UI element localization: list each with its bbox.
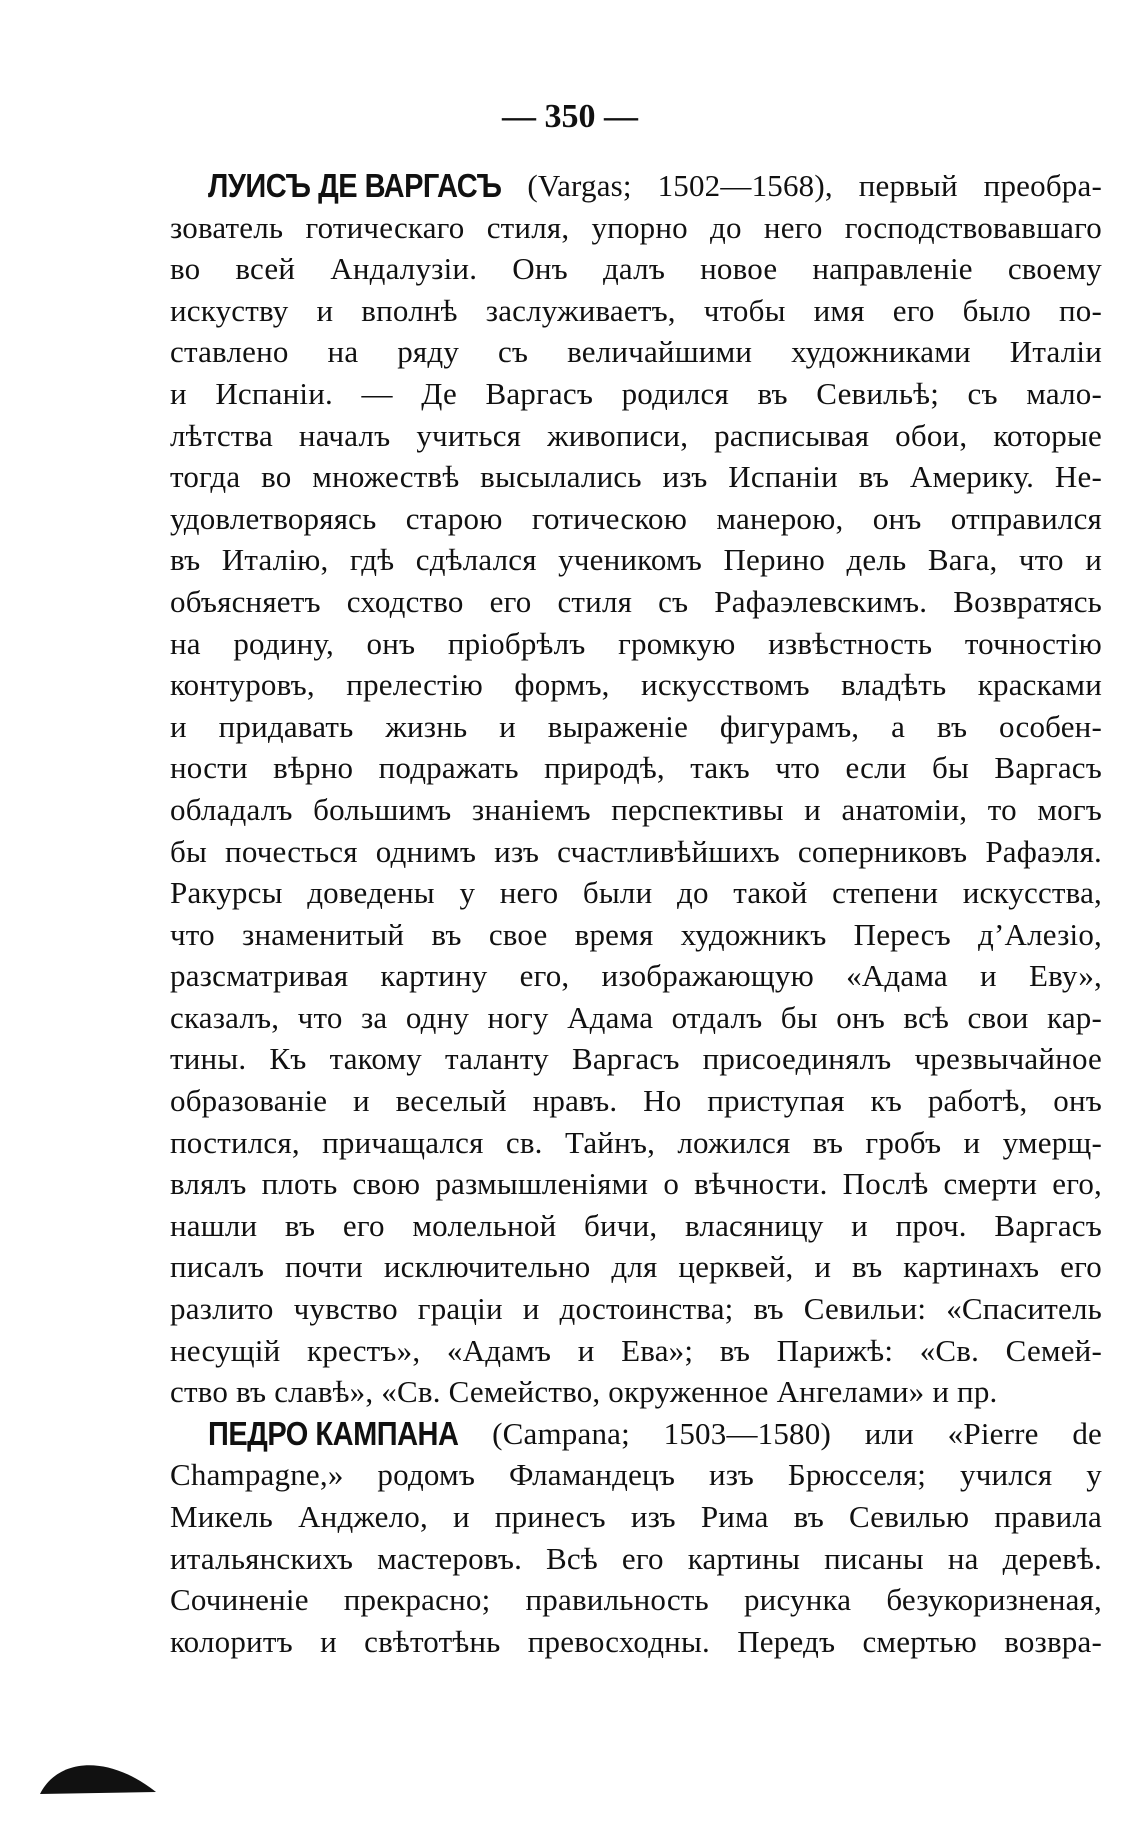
text-line: тогда во множествѣ высылались изъ Испаніи въ Америку. Не- [170, 459, 1102, 495]
text-line: лѣтства началъ учиться живописи, расписывая обои, которые [170, 417, 1102, 453]
text-line: (Vargas; 1502—1568), первый преобра- [501, 168, 1102, 203]
text-line: разсматривая картину его, изображающую «Адама и Еву», [170, 958, 1102, 994]
entry-first-line [170, 1413, 1102, 1455]
text-line: сказалъ, что за одну ногу Адама отдалъ бы онъ всѣ свои кар- [170, 999, 1102, 1035]
text-block [170, 165, 1102, 1662]
text-line: объясняетъ сходство его стиля съ Рафаэлевскимъ. Возвратясь [170, 583, 1102, 619]
text-line: нашли въ его молельной бичи, власяницу и проч. Варгасъ [170, 1207, 1102, 1243]
text-line: Ракурсы доведены у него были до такой степени искусства, [170, 875, 1102, 911]
entry-heading: ЛУИСЪ ДЕ ВАРГАСЪ [208, 168, 502, 206]
text-line: писалъ почти исключительно для церквей, и въ картинахъ его [170, 1249, 1102, 1285]
text-line: Champagne,» родомъ Фламандецъ изъ Брюсселя; учился у [170, 1457, 1102, 1493]
text-line: Сочиненіе прекрасно; правильность рисунка безукоризненая, [170, 1582, 1102, 1618]
text-line: зователь готическаго стиля, упорно до него господствовавшаго [170, 209, 1102, 245]
text-line: контуровъ, прелестію формъ, искусствомъ владѣть красками [170, 667, 1102, 703]
text-line: ство въ славѣ», «Св. Семейство, окруженное Ангелами» и пр. [170, 1374, 998, 1410]
text-line: что знаменитый въ свое время художникъ Пересъ д’Алезіо, [170, 916, 1102, 952]
text-line: въ Италію, гдѣ сдѣлался ученикомъ Перино дель Вага, что и [170, 542, 1102, 578]
text-line: (Campana; 1503—1580) или «Pierre de [458, 1415, 1102, 1451]
ornament-icon [38, 1748, 158, 1798]
text-line: во всей Андалузіи. Онъ далъ новое направленіе своему [170, 251, 1102, 287]
text-line: итальянскихъ мастеровъ. Всѣ его картины писаны на деревѣ. [170, 1540, 1102, 1576]
text-line: ставлено на ряду съ величайшими художниками Италіи [170, 334, 1102, 370]
text-line: обладалъ большимъ знаніемъ перспективы и анатоміи, то могъ [170, 791, 1102, 827]
text-line: и Испаніи. — Де Варгасъ родился въ Севильѣ; съ мало- [170, 375, 1102, 411]
text-line: удовлетворяясь старою готическою манерою, онъ отправился [170, 500, 1102, 536]
text-line: влялъ плоть свою размышленіями о вѣчности. Послѣ смерти его, [170, 1166, 1102, 1202]
text-line: бы почесться однимъ изъ счастливѣйшихъ соперниковъ Рафаэля. [170, 833, 1102, 869]
page-number: — 350 — [502, 98, 638, 135]
entry-first-line [170, 165, 1102, 207]
text-line: ности вѣрно подражать природѣ, такъ что если бы Варгасъ [170, 750, 1102, 786]
text-line: искуству и вполнѣ заслуживаетъ, чтобы имя его было по- [170, 292, 1102, 328]
text-line: на родину, онъ пріобрѣлъ громкую извѣстность точностію [170, 625, 1102, 661]
text-line: постился, причащался св. Тайнъ, ложился въ гробъ и умерщ- [170, 1124, 1102, 1160]
text-line: образованіе и веселый нравъ. Но приступая къ работѣ, онъ [170, 1083, 1102, 1119]
text-line: Микель Анджело, и принесъ изъ Рима въ Севилью правила [170, 1499, 1102, 1534]
entry-heading: ПЕДРО КАМПАНА [208, 1416, 459, 1454]
text-line: и придавать жизнь и выраженіе фигурамъ, а въ особен- [170, 708, 1102, 744]
text-line: колоритъ и свѣтотѣнь превосходны. Передъ смертью возвра- [170, 1623, 1102, 1659]
text-line: тины. Къ такому таланту Варгасъ присоединялъ чрезвычайное [170, 1041, 1102, 1077]
text-line: несущій крестъ», «Адамъ и Ева»; въ Парижѣ: «Св. Семей- [170, 1332, 1102, 1368]
text-line: разлито чувство граціи и достоинства; въ Севильи: «Спаситель [170, 1291, 1102, 1327]
